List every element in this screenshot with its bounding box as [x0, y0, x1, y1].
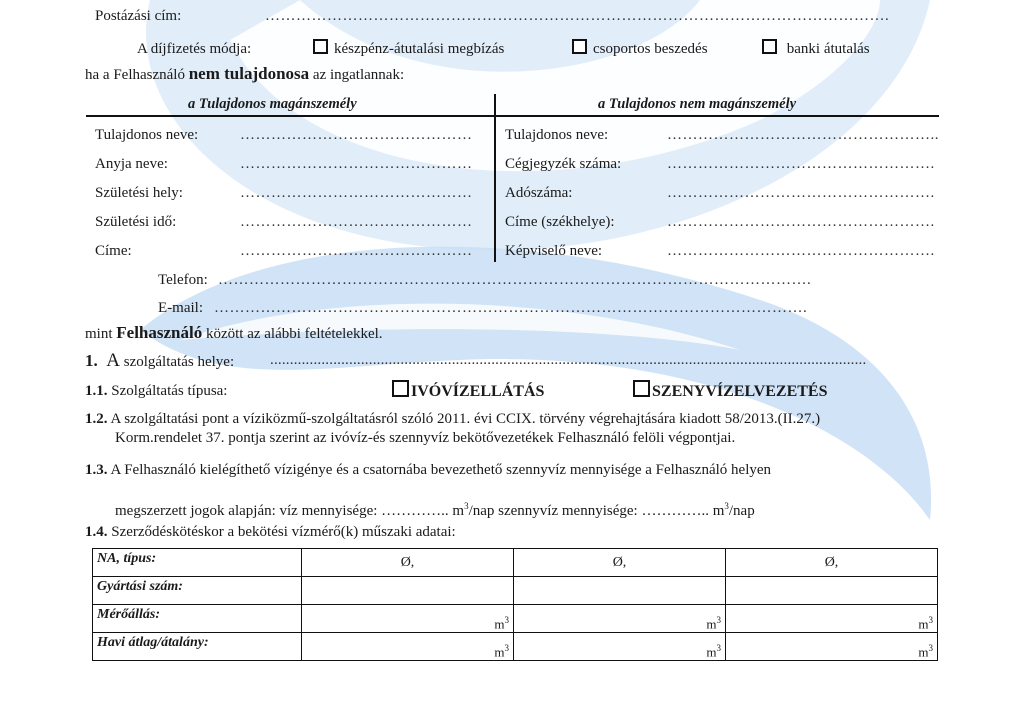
service-type-water-option[interactable]: IVÓVÍZELLÁTÁS — [392, 380, 544, 401]
company-registry-field[interactable]: ……………………………………………. — [667, 156, 935, 172]
owner-table-divider — [494, 94, 496, 262]
section-1-2-text: 1.2. A szolgáltatási pont a víziközmű-szolgáltatásról szóló 2011. évi CCIX. törvény végrehajtására kiadott 58/2013.(II.27.) — [85, 411, 821, 427]
checkbox-icon[interactable] — [762, 39, 777, 54]
row-label: Havi átlag/átalány: — [93, 633, 302, 661]
section-1-2-text-cont: Korm.rendelet 37. pontja szerint az ivóvíz-és szennyvíz bekötővezetékek Felhasználó felöli végpontjai. — [115, 430, 736, 446]
tax-number-label: Adószáma: — [505, 185, 573, 201]
not-owner-line: ha a Felhasználó nem tulajdonosa az ingatlannak: — [85, 64, 405, 83]
checkbox-icon[interactable] — [633, 380, 650, 397]
table-row — [93, 549, 938, 577]
section-1-1-label: 1.1. Szolgáltatás típusa: — [85, 383, 228, 399]
table-cell[interactable]: $m^3$ — [514, 605, 726, 633]
payment-option-cash-transfer[interactable]: készpénz-átutalási megbízás — [313, 39, 504, 58]
payment-method-label: A díjfizetés módja: — [137, 41, 252, 57]
tax-number-field[interactable]: ……………………………………………. — [667, 185, 935, 201]
checkbox-icon[interactable] — [392, 380, 409, 397]
payment-option-bank-transfer[interactable]: banki átutalás — [762, 39, 870, 58]
as-user-line: mint Felhasználó között az alábbi feltételekkel. — [85, 323, 383, 342]
birth-date-field[interactable]: ……………………………………… — [240, 214, 473, 230]
company-owner-header: a Tulajdonos nem magánszemély — [598, 96, 797, 112]
table-cell[interactable]: $m^3$ — [514, 633, 726, 661]
section-1-heading: 1. A szolgáltatás helye: — [85, 350, 235, 371]
table-cell[interactable] — [726, 577, 938, 605]
company-owner-name-label: Tulajdonos neve: — [505, 127, 609, 143]
table-row — [93, 633, 938, 661]
mother-name-field[interactable]: ……………………………………… — [240, 156, 473, 172]
table-cell[interactable] — [514, 577, 726, 605]
table-cell[interactable]: Ø, — [302, 549, 514, 577]
owner-table-rule — [86, 115, 939, 117]
water-quantity-line: megszerzett jogok alapján: víz mennyisége: ………….. $m^3$/nap szennyvíz mennyisége: ………….. $m^3$/nap — [115, 501, 755, 519]
table-cell[interactable] — [302, 577, 514, 605]
checkbox-icon[interactable] — [313, 39, 328, 54]
private-address-label: Címe: — [95, 243, 132, 259]
email-field[interactable]: ……………………………………………………………………………………………………. — [214, 300, 808, 316]
birth-place-label: Születési hely: — [95, 185, 183, 201]
section-1-4-label: 1.4. Szerződéskötéskor a bekötési vízmérő(k) műszaki adatai: — [85, 524, 456, 540]
company-seat-field[interactable]: ……………………………………………. — [667, 214, 935, 230]
postal-address-field[interactable]: …………………………………………………………………………………………………………. — [265, 8, 890, 24]
row-label: Mérőállás: — [93, 605, 302, 633]
birth-place-field[interactable]: ……………………………………… — [240, 185, 473, 201]
phone-field[interactable]: ……………………………………………………………………………………………………. — [218, 272, 812, 288]
payment-option-direct-debit[interactable]: csoportos beszedés — [572, 39, 708, 58]
phone-label: Telefon: — [158, 272, 208, 288]
table-cell[interactable]: Ø, — [726, 549, 938, 577]
checkbox-icon[interactable] — [572, 39, 587, 54]
table-cell[interactable]: $m^3$ — [302, 633, 514, 661]
postal-address-row — [95, 8, 181, 25]
postal-address-label: Postázási cím: — [95, 8, 182, 24]
service-type-sewage-option[interactable]: SZENYVÍZELVEZETÉS — [633, 380, 828, 401]
representative-field[interactable]: ……………………………………………. — [667, 243, 935, 259]
representative-label: Képviselő neve: — [505, 243, 603, 259]
private-owner-header: a Tulajdonos magánszemély — [188, 96, 357, 112]
service-location-field[interactable]: ....................................................................................................................................................... — [270, 352, 867, 368]
company-owner-name-field[interactable]: …………………………………………….. — [667, 127, 939, 143]
private-owner-name-field[interactable]: ……………………………………… — [240, 127, 473, 143]
table-cell[interactable]: Ø, — [514, 549, 726, 577]
meter-data-table — [92, 548, 938, 661]
table-cell[interactable]: $m^3$ — [726, 633, 938, 661]
email-label: E-mail: — [158, 300, 203, 316]
section-1-3-text: 1.3. A Felhasználó kielégíthető vízigénye és a csatornába bevezethető szennyvíz mennyisége a Felhasználó helyen — [85, 462, 772, 478]
birth-date-label: Születési idő: — [95, 214, 177, 230]
private-address-field[interactable]: ……………………………………… — [240, 243, 473, 259]
table-row — [93, 577, 938, 605]
row-label: Gyártási szám: — [93, 577, 302, 605]
table-cell[interactable]: $m^3$ — [726, 605, 938, 633]
private-owner-name-label: Tulajdonos neve: — [95, 127, 199, 143]
table-row — [93, 605, 938, 633]
table-cell[interactable]: $m^3$ — [302, 605, 514, 633]
company-seat-label: Címe (székhelye): — [505, 214, 615, 230]
mother-name-label: Anyja neve: — [95, 156, 168, 172]
row-label: NA, típus: — [93, 549, 302, 577]
company-registry-label: Cégjegyzék száma: — [505, 156, 622, 172]
